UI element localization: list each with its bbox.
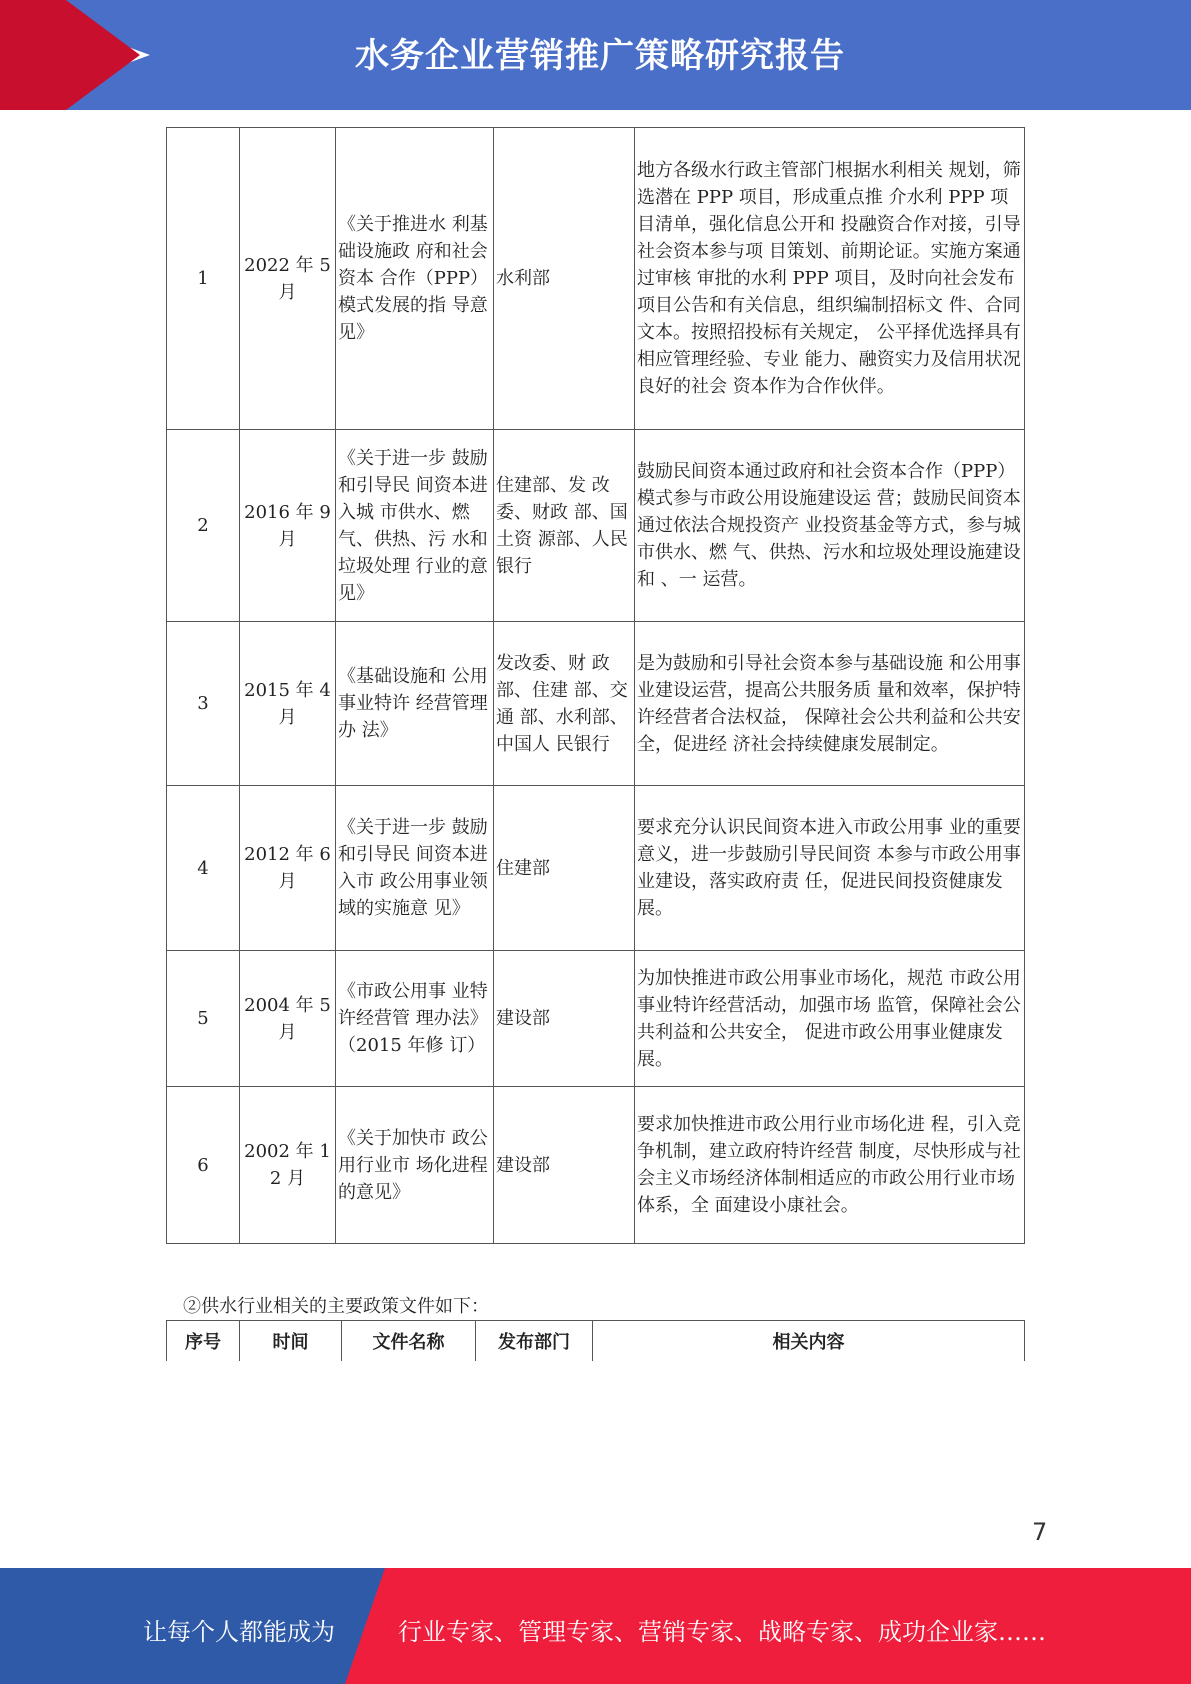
cell-doc-name: 《市政公用事 业特许经营管 理办法》 （2015 年修 订） [336,951,494,1087]
cell-content: 地方各级水行政主管部门根据水利相关 规划，筛选潜在 PPP 项目，形成重点推 介水利 PPP 项目清单，强化信息公开和 投融资合作对接，引导社会资本参与项 目策划、前期论证。实施方案通过审核 审批的水利 PPP 项目，及时向社会发布 项目公告和有关信息，组织编制招标文 件、合同文本。按照招投标有关规定， 公平择优选择具有相应管理经验、专业 能力、融资实力及信用状况良好的社会 资本作为合作伙伴。 [635,128,1025,430]
cell-time: 2015 年 4 月 [240,622,336,786]
cell-no: 3 [167,622,240,786]
cell-dept: 建设部 [494,1087,635,1244]
header-time: 时间 [240,1321,342,1362]
cell-doc-name: 《关于进一步 鼓励和引导民 间资本进入市 政公用事业领 域的实施意 见》 [336,786,494,951]
report-title: 水务企业营销推广策略研究报告 [355,36,845,76]
footer-banner [0,1568,1191,1684]
cell-no: 5 [167,951,240,1087]
table-row [167,951,1025,1087]
cell-doc-name: 《关于推进水 利基础设施政 府和社会资本 合作（PPP） 模式发展的指 导意见》 [336,128,494,430]
cell-content: 鼓励民间资本通过政府和社会资本合作（PPP）模式参与市政公用设施建设运 营；鼓励民间资本通过依法合规投资产 业投资基金等方式，参与城市供水、燃 气、供热、污水和垃圾处理设施建设和 、一 运营。 [635,430,1025,622]
table-row [167,430,1025,622]
cell-no: 1 [167,128,240,430]
cell-no: 4 [167,786,240,951]
cell-doc-name: 《关于加快市 政公用行业市 场化进程的意见》 [336,1087,494,1244]
table-row [167,1087,1025,1244]
footer-slant-decoration [345,1568,385,1684]
cell-dept: 住建部 [494,786,635,951]
table-row [167,786,1025,951]
table-row [167,622,1025,786]
cell-dept: 发改委、财 政部、住建 部、交通 部、水利部、中国人 民银行 [494,622,635,786]
table-row [167,128,1025,430]
cell-time: 2002 年 12 月 [240,1087,336,1244]
header-doc-name: 文件名称 [342,1321,476,1362]
cell-dept: 水利部 [494,128,635,430]
water-supply-policy-table-header [166,1320,1025,1361]
section-caption: ②供水行业相关的主要政策文件如下： [183,1296,489,1317]
cell-content: 是为鼓励和引导社会资本参与基础设施 和公用事业建设运营，提高公共服务质 量和效率，保护特许经营者合法权益， 保障社会公共利益和公共安全，促进经 济社会持续健康发展制定。 [635,622,1025,786]
page-number: 7 [1032,1518,1048,1546]
cell-content: 要求充分认识民间资本进入市政公用事 业的重要意义，进一步鼓励引导民间资 本参与市政公用事业建设，落实政府责 任，促进民间投资健康发展。 [635,786,1025,951]
cell-no: 2 [167,430,240,622]
cell-dept: 住建部、发 改委、财政 部、国土资 源部、人民 银行 [494,430,635,622]
header-no: 序号 [167,1321,240,1362]
cell-time: 2016 年 9 月 [240,430,336,622]
cell-doc-name: 《基础设施和 公用事业特许 经营管理办 法》 [336,622,494,786]
header-banner [0,0,1191,110]
header-dept: 发布部门 [476,1321,593,1362]
cell-content: 要求加快推进市政公用行业市场化进 程，引入竞争机制，建立政府特许经营 制度，尽快形成与社会主义市场经济体制相适应的市政公用行业市场体系，全 面建设小康社会。 [635,1087,1025,1244]
footer-slogan-right: 行业专家、管理专家、营销专家、战略专家、成功企业家…… [398,1618,1046,1646]
cell-no: 6 [167,1087,240,1244]
header-content: 相关内容 [593,1321,1025,1362]
policy-table [166,127,1025,1244]
cell-content: 为加快推进市政公用事业市场化，规范 市政公用事业特许经营活动，加强市场 监管，保障社会公共利益和公共安全， 促进市政公用事业健康发展。 [635,951,1025,1087]
cell-time: 2012 年 6 月 [240,786,336,951]
footer-slogan-left: 让每个人都能成为 [143,1618,335,1646]
header-red-block [0,0,66,110]
cell-time: 2004 年 5 月 [240,951,336,1087]
header-red-arrow-tip [66,0,140,110]
cell-dept: 建设部 [494,951,635,1087]
cell-doc-name: 《关于进一步 鼓励和引导民 间资本进入城 市供水、燃 气、供热、污 水和垃圾处理 行业的意见》 [336,430,494,622]
cell-time: 2022 年 5 月 [240,128,336,430]
